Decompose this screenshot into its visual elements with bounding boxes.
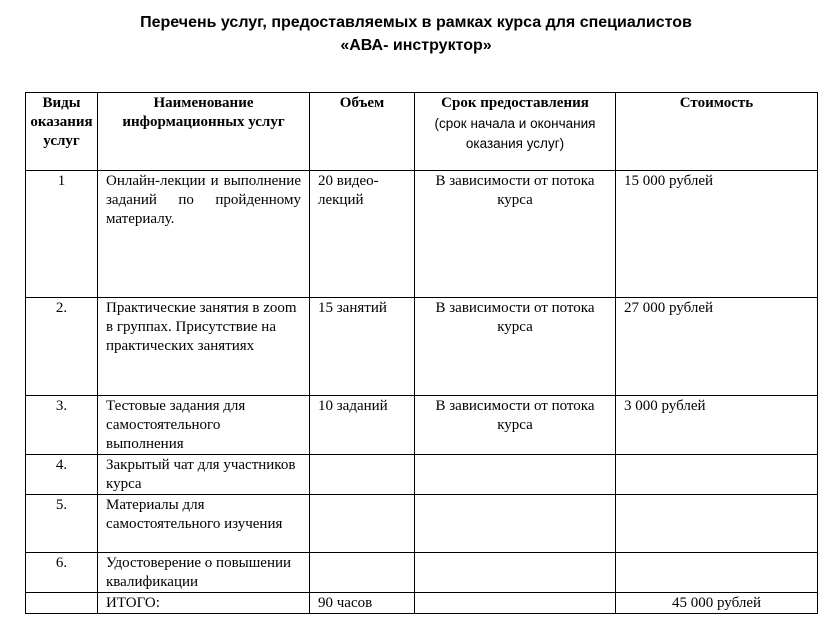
row-cost: [616, 553, 818, 593]
total-cost: 45 000 рублей: [616, 593, 818, 614]
table-row: [26, 455, 818, 495]
row-name: Практические занятия в zoom в группах. Присутствие на практических занятиях: [98, 298, 310, 396]
header-term-label: Срок предоставления: [441, 95, 589, 111]
row-volume: [310, 455, 415, 495]
row-term: [415, 455, 616, 495]
row-cost: [616, 495, 818, 553]
table-header-row: [26, 93, 818, 171]
header-term-note: (срок начала и окончания оказания услуг): [434, 116, 596, 151]
table-row: [26, 495, 818, 553]
row-term: [415, 495, 616, 553]
total-label: ИТОГО:: [98, 593, 310, 614]
row-number: 1: [26, 171, 98, 298]
row-volume: [310, 553, 415, 593]
row-number: 5.: [26, 495, 98, 553]
row-cost: 15 000 рублей: [616, 171, 818, 298]
row-term: В зависимости от потока курса: [415, 171, 616, 298]
header-name: Наименование информационных услуг: [98, 93, 310, 171]
total-row: [26, 593, 818, 614]
title-line-1: Перечень услуг, предоставляемых в рамках курса для специалистов: [140, 14, 692, 31]
row-volume: 15 занятий: [310, 298, 415, 396]
row-term: В зависимости от потока курса: [415, 396, 616, 455]
row-volume: [310, 495, 415, 553]
total-term: [415, 593, 616, 614]
document-title: [0, 11, 832, 57]
row-number: 2.: [26, 298, 98, 396]
row-cost: [616, 455, 818, 495]
table-row: [26, 553, 818, 593]
header-type: Виды оказания услуг: [26, 93, 98, 171]
header-term: [415, 93, 616, 171]
row-name: Закрытый чат для участников курса: [98, 455, 310, 495]
row-cost: 27 000 рублей: [616, 298, 818, 396]
row-name: Материалы для самостоятельного изучения: [98, 495, 310, 553]
row-cost: 3 000 рублей: [616, 396, 818, 455]
row-term: [415, 553, 616, 593]
table-row: [26, 298, 818, 396]
total-volume: 90 часов: [310, 593, 415, 614]
services-table: [25, 92, 818, 614]
row-name: Удостоверение о повышении квалификации: [98, 553, 310, 593]
table-row: [26, 171, 818, 298]
row-number: 6.: [26, 553, 98, 593]
row-number: 3.: [26, 396, 98, 455]
title-line-2: «АВА- инструктор»: [340, 37, 492, 54]
row-volume: 20 видео-лекций: [310, 171, 415, 298]
row-name: Тестовые задания для самостоятельного выполнения: [98, 396, 310, 455]
row-name: Онлайн-лекции и выполнение заданий по пройденному материалу.: [98, 171, 310, 298]
header-volume: Объем: [310, 93, 415, 171]
row-number: 4.: [26, 455, 98, 495]
table-row: [26, 396, 818, 455]
row-volume: 10 заданий: [310, 396, 415, 455]
header-cost: Стоимость: [616, 93, 818, 171]
row-term: В зависимости от потока курса: [415, 298, 616, 396]
total-number: [26, 593, 98, 614]
